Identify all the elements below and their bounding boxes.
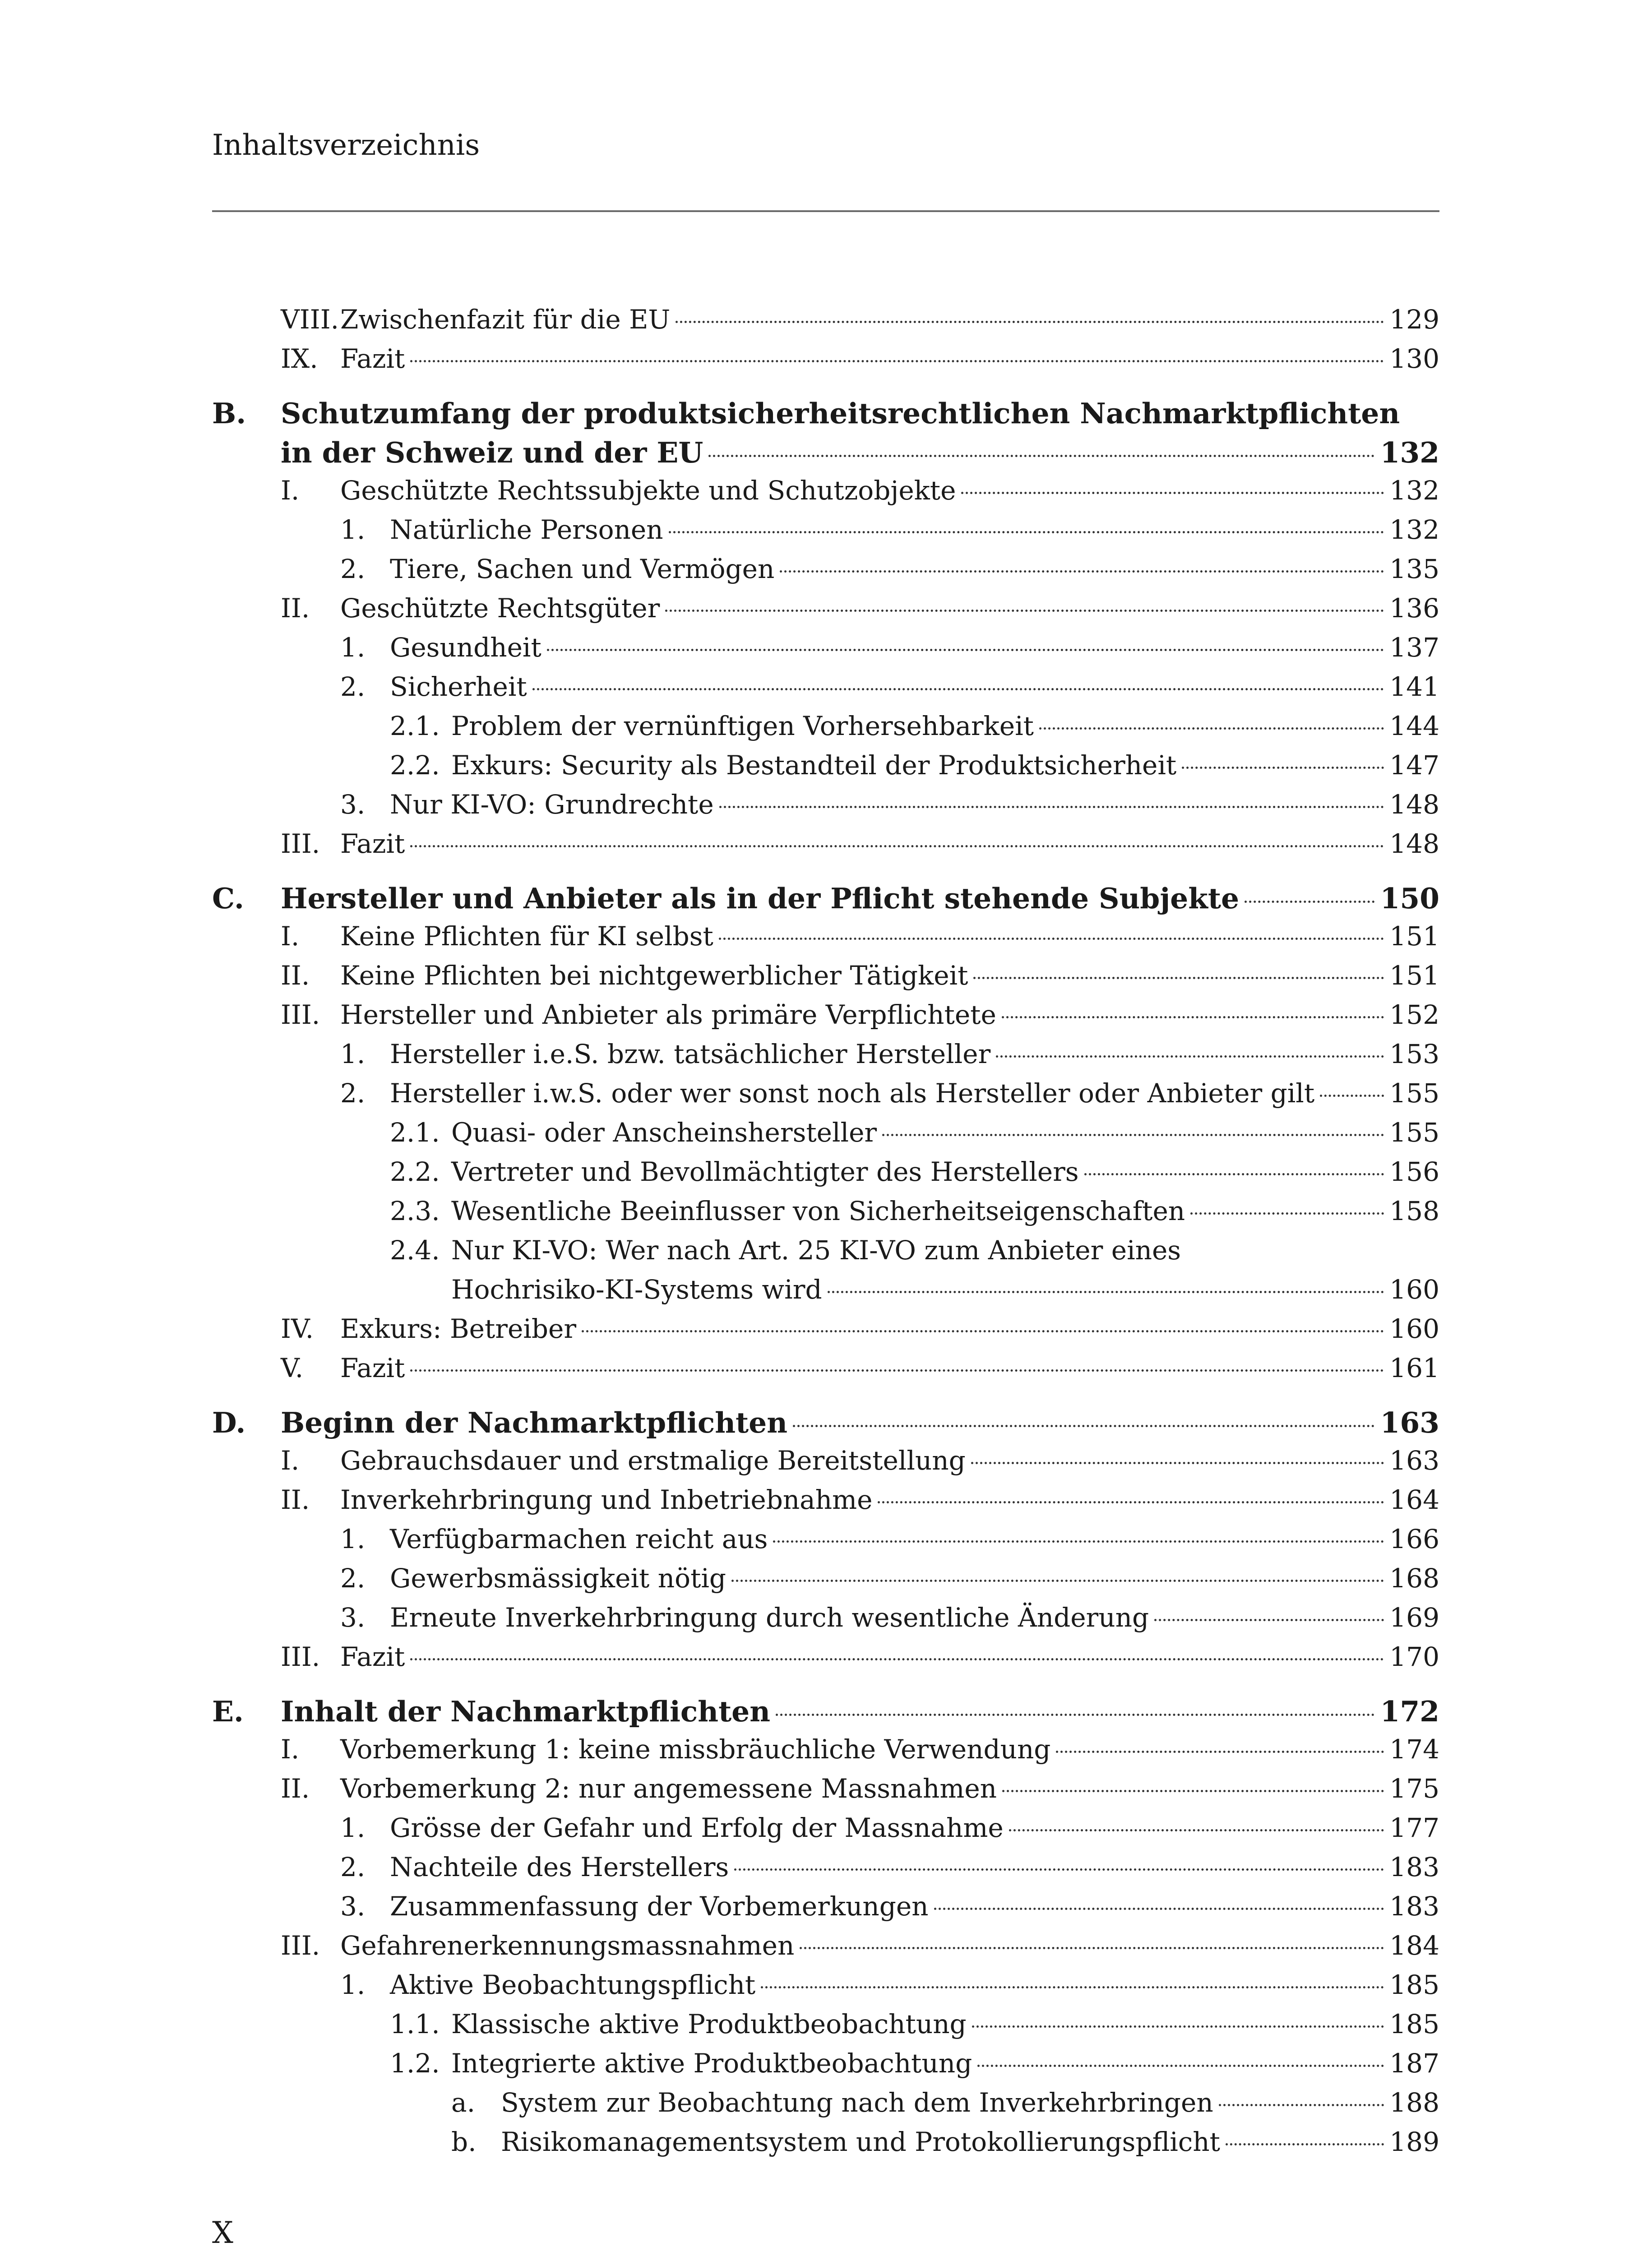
- toc-page-number: 160: [1389, 1313, 1439, 1344]
- toc-entry-number: III.: [281, 1930, 320, 1961]
- toc-entry-title: Zusammenfassung der Vorbemerkungen: [390, 1891, 929, 1922]
- toc-entry-title-continued: Hochrisiko-KI-Systems wird: [451, 1274, 822, 1305]
- toc-entry: [212, 1812, 1439, 1852]
- toc-entry: [212, 789, 1439, 828]
- toc-entry-title: Beginn der Nachmarktpflichten: [281, 1406, 788, 1439]
- toc-entry: [212, 343, 1439, 383]
- dot-leader: [1190, 1212, 1384, 1215]
- toc-entry: [212, 2048, 1439, 2087]
- toc-page-number: 135: [1389, 554, 1439, 584]
- dot-leader: [761, 1986, 1384, 1988]
- toc-entry-number: I.: [281, 1445, 300, 1476]
- toc-entry-title: Exkurs: Security als Bestandteil der Produktsicherheit: [451, 750, 1177, 781]
- dot-leader: [776, 1714, 1374, 1716]
- dot-leader: [1182, 767, 1384, 769]
- dot-leader: [734, 1868, 1384, 1871]
- toc-entry-number: V.: [281, 1353, 304, 1383]
- toc-page-number: 183: [1389, 1852, 1439, 1882]
- toc-entry-title: Klassische aktive Produktbeobachtung: [451, 2009, 967, 2039]
- toc-page-number: 185: [1389, 2009, 1439, 2039]
- toc-entry-title: Nachteile des Herstellers: [390, 1852, 729, 1882]
- toc-entry: [212, 1524, 1439, 1563]
- dot-leader: [1226, 2143, 1384, 2145]
- toc-entry-title: Grösse der Gefahr und Erfolg der Massnahme: [390, 1812, 1004, 1843]
- toc-entry-number: 1.: [340, 1969, 366, 2000]
- toc-entry-title: Fazit: [340, 828, 405, 859]
- toc-page-number: 155: [1389, 1117, 1439, 1148]
- toc-entry-title: Wesentliche Beeinflusser von Sicherheitseigenschaften: [451, 1196, 1185, 1226]
- toc-entry-title: Schutzumfang der produktsicherheitsrechtlichen Nachmarktpflichten: [281, 397, 1400, 430]
- dot-leader: [1056, 1751, 1384, 1753]
- toc-page-number: 137: [1389, 632, 1439, 663]
- dot-leader: [410, 845, 1384, 847]
- toc-entry-number: III.: [281, 828, 320, 859]
- toc-entry: [212, 2009, 1439, 2048]
- toc-entry: [212, 1117, 1439, 1156]
- toc-entry-number: I.: [281, 475, 300, 506]
- toc-entry-number: 2.4.: [390, 1235, 440, 1266]
- toc-entry-title: Vertreter und Bevollmächtigter des Herstellers: [451, 1156, 1079, 1187]
- toc-entry-number: 2.: [340, 554, 366, 584]
- dot-leader: [665, 610, 1384, 612]
- toc-entry: [212, 1445, 1439, 1484]
- header-rule: [212, 210, 1439, 212]
- toc-entry-title: Sicherheit: [390, 671, 527, 702]
- toc-entry: [212, 1891, 1439, 1930]
- toc-page-number: 130: [1389, 343, 1439, 374]
- toc-entry-title: Exkurs: Betreiber: [340, 1313, 577, 1344]
- toc-entry-title: Risikomanagementsystem und Protokollierungspflicht: [501, 2127, 1220, 2157]
- toc-entry-title: Inverkehrbringung und Inbetriebnahme: [340, 1484, 873, 1515]
- toc-page-number: 132: [1389, 475, 1439, 506]
- toc-entry-continuation: [212, 436, 1439, 475]
- dot-leader: [719, 806, 1384, 808]
- toc-entry-number: 1.: [340, 632, 366, 663]
- toc-page-number: 164: [1389, 1484, 1439, 1515]
- dot-leader: [773, 1540, 1384, 1543]
- toc-page-number: 129: [1389, 304, 1439, 335]
- toc-entry-title: Erneute Inverkehrbringung durch wesentliche Änderung: [390, 1602, 1149, 1633]
- toc-page-number: 160: [1389, 1274, 1439, 1305]
- toc-page-number: 168: [1389, 1563, 1439, 1594]
- toc-entry-title: System zur Beobachtung nach dem Inverkehrbringen: [501, 2087, 1213, 2118]
- dot-leader: [1009, 1829, 1384, 1831]
- toc-entry-title: Inhalt der Nachmarktpflichten: [281, 1695, 771, 1728]
- toc-entry-title: Keine Pflichten für KI selbst: [340, 921, 713, 952]
- toc-page-number: 172: [1380, 1695, 1439, 1728]
- dot-leader: [1084, 1173, 1384, 1175]
- toc-entry: [212, 1773, 1439, 1812]
- toc-page-number: 174: [1389, 1734, 1439, 1765]
- toc-entry: [212, 593, 1439, 632]
- dot-leader: [708, 455, 1374, 457]
- toc-page-number: 136: [1389, 593, 1439, 624]
- toc-entry-number: 1.: [340, 1039, 366, 1069]
- toc-page-number: 151: [1389, 921, 1439, 952]
- dot-leader: [669, 531, 1384, 533]
- toc-entry-number: 3.: [340, 789, 366, 820]
- toc-entry-number: 2.3.: [390, 1196, 440, 1226]
- toc-entry-title: Keine Pflichten bei nichtgewerblicher Tätigkeit: [340, 960, 968, 991]
- dot-leader: [780, 570, 1384, 573]
- toc-entry-number: I.: [281, 1734, 300, 1765]
- toc-entry-title: Vorbemerkung 2: nur angemessene Massnahmen: [340, 1773, 997, 1804]
- toc-entry-number: 1.: [340, 1812, 366, 1843]
- toc-entry-number: B.: [212, 397, 246, 430]
- toc-entry: [212, 960, 1439, 999]
- toc-page-number: 148: [1389, 789, 1439, 820]
- toc-entry-title: Integrierte aktive Produktbeobachtung: [451, 2048, 972, 2079]
- toc-entry-number: C.: [212, 882, 244, 915]
- dot-leader: [977, 2065, 1384, 2067]
- toc-entry-continuation: [212, 1274, 1439, 1313]
- toc-entry: [212, 1852, 1439, 1891]
- toc-page-number: 189: [1389, 2127, 1439, 2157]
- toc-entry-number: II.: [281, 1484, 310, 1515]
- toc-entry-title: Natürliche Personen: [390, 514, 663, 545]
- toc-entry-title: Gebrauchsdauer und erstmalige Bereitstellung: [340, 1445, 966, 1476]
- toc-page-number: 144: [1389, 711, 1439, 741]
- toc-entry-title: Zwischenfazit für die EU: [340, 304, 671, 335]
- toc-entry-number: VIII.: [281, 304, 339, 335]
- toc-page-number: 161: [1389, 1353, 1439, 1383]
- toc-entry-title: Aktive Beobachtungspflicht: [390, 1969, 756, 2000]
- dot-leader: [973, 977, 1384, 979]
- toc-entry-title: Verfügbarmachen reicht aus: [390, 1524, 768, 1554]
- toc-entry-number: 2.1.: [390, 1117, 440, 1148]
- toc-entry-title: Quasi- oder Anscheinshersteller: [451, 1117, 877, 1148]
- toc-page-number: 151: [1389, 960, 1439, 991]
- dot-leader: [793, 1425, 1374, 1427]
- dot-leader: [1320, 1095, 1384, 1097]
- toc-entry-number: 1.: [340, 514, 366, 545]
- toc-entry: [212, 304, 1439, 343]
- toc-entry-title: Fazit: [340, 343, 405, 374]
- dot-leader: [719, 938, 1384, 940]
- toc-entry: [212, 671, 1439, 711]
- toc-entry: [212, 921, 1439, 960]
- dot-leader: [971, 1462, 1384, 1464]
- toc-entry-number: 3.: [340, 1602, 366, 1633]
- table-of-contents: [212, 304, 1439, 2166]
- toc-entry-number: E.: [212, 1695, 244, 1728]
- dot-leader: [882, 1134, 1384, 1136]
- toc-entry-number: 1.2.: [390, 2048, 440, 2079]
- toc-page-number: 188: [1389, 2087, 1439, 2118]
- toc-page-number: 170: [1389, 1641, 1439, 1672]
- toc-chapter: [212, 397, 1439, 436]
- toc-entry-number: II.: [281, 960, 310, 991]
- toc-entry-number: 2.: [340, 1078, 366, 1109]
- dot-leader: [410, 1369, 1384, 1372]
- dot-leader: [972, 2025, 1384, 2028]
- toc-entry-number: 2.1.: [390, 711, 440, 741]
- toc-page-number: 132: [1389, 514, 1439, 545]
- toc-page-number: 156: [1389, 1156, 1439, 1187]
- toc-entry: [212, 1484, 1439, 1524]
- toc-page-number: 158: [1389, 1196, 1439, 1226]
- toc-entry-number: a.: [451, 2087, 476, 2118]
- toc-entry-number: 1.1.: [390, 2009, 440, 2039]
- toc-entry-title: Problem der vernünftigen Vorhersehbarkeit: [451, 711, 1034, 741]
- toc-entry: [212, 711, 1439, 750]
- toc-entry: [212, 554, 1439, 593]
- toc-entry-title: Fazit: [340, 1353, 405, 1383]
- toc-page-number: 147: [1389, 750, 1439, 781]
- dot-leader: [676, 321, 1384, 323]
- toc-page-number: 153: [1389, 1039, 1439, 1069]
- toc-entry-title: Nur KI-VO: Wer nach Art. 25 KI-VO zum Anbieter eines: [451, 1235, 1181, 1266]
- dot-leader: [961, 492, 1384, 494]
- toc-page-number: 163: [1380, 1406, 1439, 1439]
- toc-entry-number: III.: [281, 1641, 320, 1672]
- toc-entry: [212, 750, 1439, 789]
- toc-entry: [212, 1196, 1439, 1235]
- toc-entry-title: Geschützte Rechtsgüter: [340, 593, 660, 624]
- toc-entry: [212, 632, 1439, 671]
- toc-entry: [212, 1602, 1439, 1641]
- toc-entry: [212, 1313, 1439, 1353]
- toc-entry-number: 2.: [340, 671, 366, 702]
- toc-entry-number: I.: [281, 921, 300, 952]
- dot-leader: [410, 1658, 1384, 1660]
- toc-entry: [212, 828, 1439, 868]
- dot-leader: [828, 1291, 1384, 1293]
- toc-entry: [212, 1235, 1439, 1274]
- toc-entry: [212, 1641, 1439, 1681]
- dot-leader: [934, 1908, 1384, 1910]
- dot-leader: [1039, 727, 1384, 730]
- toc-entry-number: b.: [451, 2127, 477, 2157]
- toc-entry-number: 2.2.: [390, 1156, 440, 1187]
- toc-entry-title: Nur KI-VO: Grundrechte: [390, 789, 714, 820]
- toc-entry-title: Vorbemerkung 1: keine missbräuchliche Verwendung: [340, 1734, 1051, 1765]
- toc-entry: [212, 1039, 1439, 1078]
- toc-entry: [212, 2127, 1439, 2166]
- toc-entry-number: II.: [281, 593, 310, 624]
- dot-leader: [996, 1055, 1384, 1058]
- toc-entry-number: 2.: [340, 1563, 366, 1594]
- toc-chapter: [212, 1406, 1439, 1445]
- toc-chapter: [212, 1695, 1439, 1734]
- toc-entry-title: Hersteller i.w.S. oder wer sonst noch als Hersteller oder Anbieter gilt: [390, 1078, 1315, 1109]
- toc-entry-number: IV.: [281, 1313, 314, 1344]
- toc-page-number: 184: [1389, 1930, 1439, 1961]
- toc-page-number: 155: [1389, 1078, 1439, 1109]
- toc-entry-number: II.: [281, 1773, 310, 1804]
- toc-entry: [212, 1156, 1439, 1196]
- dot-leader: [1154, 1619, 1384, 1621]
- toc-page-number: 148: [1389, 828, 1439, 859]
- toc-chapter: [212, 882, 1439, 921]
- dot-leader: [582, 1330, 1384, 1332]
- toc-page-number: 169: [1389, 1602, 1439, 1633]
- toc-page-number: 187: [1389, 2048, 1439, 2079]
- toc-entry-title-continued: in der Schweiz und der EU: [281, 436, 703, 469]
- toc-entry-title: Tiere, Sachen und Vermögen: [390, 554, 775, 584]
- toc-entry-number: IX.: [281, 343, 318, 374]
- toc-entry-number: 2.: [340, 1852, 366, 1882]
- toc-entry: [212, 1969, 1439, 2009]
- toc-entry-number: III.: [281, 999, 320, 1030]
- toc-page-number: 183: [1389, 1891, 1439, 1922]
- dot-leader: [731, 1580, 1384, 1582]
- dot-leader: [532, 688, 1384, 690]
- toc-entry-title: Gewerbsmässigkeit nötig: [390, 1563, 727, 1594]
- toc-page-number: 152: [1389, 999, 1439, 1030]
- dot-leader: [1002, 1016, 1384, 1018]
- toc-entry: [212, 514, 1439, 554]
- page-number: X: [212, 2215, 233, 2250]
- toc-page-number: 163: [1389, 1445, 1439, 1476]
- toc-entry: [212, 1734, 1439, 1773]
- toc-page-number: 185: [1389, 1969, 1439, 2000]
- toc-entry-title: Fazit: [340, 1641, 405, 1672]
- toc-entry-title: Gefahrenerkennungsmassnahmen: [340, 1930, 795, 1961]
- dot-leader: [547, 649, 1384, 651]
- toc-entry-number: D.: [212, 1406, 246, 1439]
- dot-leader: [878, 1501, 1384, 1503]
- toc-entry: [212, 999, 1439, 1039]
- toc-entry-title: Hersteller und Anbieter als primäre Verpflichtete: [340, 999, 996, 1030]
- toc-entry: [212, 1930, 1439, 1969]
- toc-entry-number: 3.: [340, 1891, 366, 1922]
- dot-leader: [1219, 2104, 1384, 2106]
- toc-page-number: 141: [1389, 671, 1439, 702]
- dot-leader: [1245, 901, 1374, 903]
- toc-entry-title: Hersteller und Anbieter als in der Pflicht stehende Subjekte: [281, 882, 1240, 915]
- toc-entry-number: 2.2.: [390, 750, 440, 781]
- dot-leader: [800, 1947, 1384, 1949]
- toc-entry: [212, 1563, 1439, 1602]
- running-head: Inhaltsverzeichnis: [212, 129, 480, 162]
- toc-page-number: 177: [1389, 1812, 1439, 1843]
- toc-entry-number: 1.: [340, 1524, 366, 1554]
- toc-page-number: 150: [1380, 882, 1439, 915]
- dot-leader: [410, 360, 1384, 362]
- toc-entry-title: Hersteller i.e.S. bzw. tatsächlicher Hersteller: [390, 1039, 991, 1069]
- toc-entry: [212, 2087, 1439, 2127]
- toc-page-number: 166: [1389, 1524, 1439, 1554]
- toc-page-number: 175: [1389, 1773, 1439, 1804]
- toc-entry: [212, 475, 1439, 514]
- toc-entry-title: Geschützte Rechtssubjekte und Schutzobjekte: [340, 475, 956, 506]
- dot-leader: [1002, 1790, 1384, 1792]
- toc-entry-title: Gesundheit: [390, 632, 541, 663]
- toc-entry: [212, 1353, 1439, 1392]
- toc-entry: [212, 1078, 1439, 1117]
- toc-page-number: 132: [1380, 436, 1439, 469]
